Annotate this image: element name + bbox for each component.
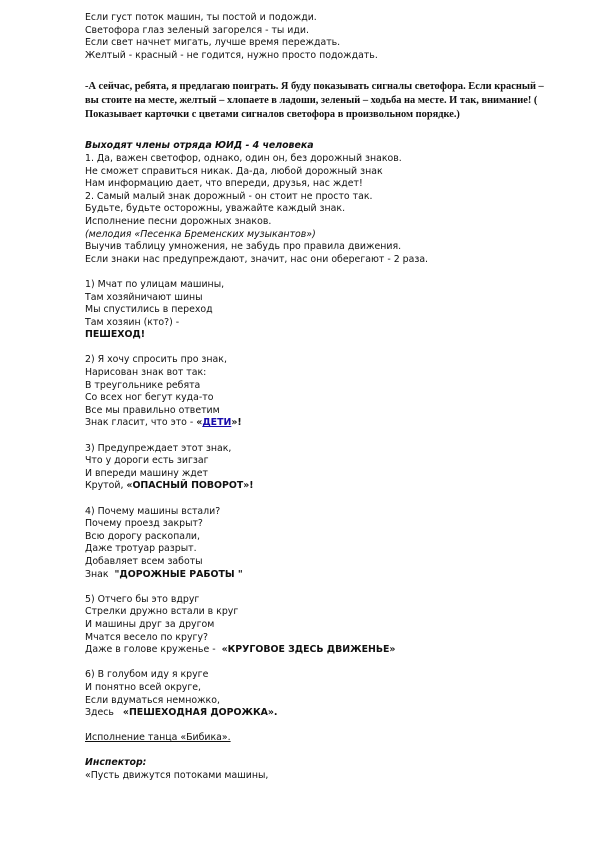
- intro-poem: [85, 12, 555, 62]
- text-line: «Пусть движутся потоками машины,: [85, 770, 269, 782]
- text-line: [85, 417, 555, 430]
- text-line: И впереди машину ждет: [85, 467, 208, 479]
- riddle-4: [85, 506, 555, 582]
- text-line: Мы спустились в переход: [85, 304, 213, 316]
- riddle-1: [85, 279, 555, 342]
- line-prefix: Знак гласит, что это -: [85, 417, 197, 429]
- text-line: И машины друг за другом: [85, 618, 215, 630]
- document-page: [85, 12, 555, 783]
- text-line: [85, 480, 555, 493]
- text-line: Добавляет всем заботы: [85, 555, 203, 567]
- text-line: 6) В голубом иду я круге: [85, 669, 209, 681]
- line-prefix: Крутой,: [85, 480, 127, 492]
- answer-link-deti[interactable]: ДЕТИ: [202, 417, 232, 429]
- text-line: Светофора глаз зеленый загорелся - ты иди.: [85, 24, 309, 36]
- text-line: 3) Предупреждает этот знак,: [85, 442, 232, 454]
- speaker-heading: Инспектор:: [85, 757, 147, 769]
- text-line: Если свет начнет мигать, лучше время переждать.: [85, 37, 341, 49]
- text-line: [85, 569, 555, 582]
- riddle-6: [85, 669, 555, 719]
- text-line: Желтый - красный - не годится, нужно просто подождать.: [85, 49, 378, 61]
- text-line: 2) Я хочу спросить про знак,: [85, 354, 227, 366]
- riddle-answer: "ДОРОЖНЫЕ РАБОТЫ ": [114, 568, 243, 580]
- text-line: Мчатся весело по кругу?: [85, 631, 208, 643]
- line-prefix: Знак: [85, 568, 115, 580]
- quote-close: »!: [231, 417, 242, 429]
- text-line: Будьте, будьте осторожны, уважайте каждый знак.: [85, 203, 346, 215]
- section-heading: Выходят члены отряда ЮИД - 4 человека: [85, 140, 314, 152]
- text-line: Всю дорогу раскопали,: [85, 530, 201, 542]
- game-instructions: -А сейчас, ребята, я предлагаю поиграть. Я буду показывать сигналы светофора. Если красный – вы стоите на месте, желтый – хлопаете в ладоши, зеленый – ходьба на месте. И так, внимание! ( Показывает карточки с цветами сигналов светофора в произвольном порядке.): [85, 81, 544, 121]
- yuid-section: [85, 140, 555, 266]
- text-line: Выучив таблицу умножения, не забудь про правила движения.: [85, 241, 402, 253]
- text-line: Там хозяйничают шины: [85, 291, 203, 303]
- text-line: 1) Мчат по улицам машины,: [85, 278, 225, 290]
- inspector-section: [85, 757, 555, 782]
- text-line: 1. Да, важен светофор, однако, один он, без дорожный знаков.: [85, 152, 402, 164]
- text-line: 5) Отчего бы это вдруг: [85, 593, 200, 605]
- text-line: И понятно всей округе,: [85, 681, 202, 693]
- text-line: 2. Самый малый знак дорожный - он стоит не просто так.: [85, 190, 373, 202]
- riddle-5: [85, 594, 555, 657]
- text-line: Там хозяин (кто?) -: [85, 316, 180, 328]
- dance-note: Исполнение танца «Бибика».: [85, 732, 231, 744]
- text-line: Все мы правильно ответим: [85, 404, 220, 416]
- melody-note: (мелодия «Песенка Бременских музыкантов»): [85, 228, 316, 240]
- text-line: Не сможет справиться никак. Да-да, любой дорожный знак: [85, 165, 383, 177]
- text-line: 4) Почему машины встали?: [85, 505, 221, 517]
- riddle-answer: «ПЕШЕХОДНАЯ ДОРОЖКА».: [122, 707, 278, 719]
- line-prefix: Здесь: [85, 707, 123, 719]
- text-line: Нарисован знак вот так:: [85, 367, 207, 379]
- text-line: Исполнение песни дорожных знаков.: [85, 215, 272, 227]
- line-prefix: Даже в голове круженье -: [85, 644, 222, 656]
- riddle-answer: ПЕШЕХОД!: [85, 329, 146, 341]
- text-line: Если вдуматься немножко,: [85, 694, 220, 706]
- text-line: Что у дороги есть зигзаг: [85, 455, 209, 467]
- text-line: Если густ поток машин, ты постой и подожди.: [85, 12, 317, 23]
- text-line: Даже тротуар разрыт.: [85, 543, 197, 555]
- riddle-answer: «КРУГОВОЕ ЗДЕСЬ ДВИЖЕНЬЕ»: [221, 644, 396, 656]
- riddle-answer: «ОПАСНЫЙ ПОВОРОТ»!: [126, 480, 254, 492]
- text-line: Почему проезд закрыт?: [85, 518, 203, 530]
- text-line: [85, 707, 555, 720]
- text-line: Со всех ног бегут куда-то: [85, 392, 214, 404]
- riddle-3: [85, 443, 555, 493]
- text-line: Нам информацию дает, что впереди, друзья, нас ждет!: [85, 178, 363, 190]
- text-line: Стрелки дружно встали в круг: [85, 606, 239, 618]
- text-line: В треугольнике ребята: [85, 379, 201, 391]
- text-line: Если знаки нас предупреждают, значит, нас они оберегают - 2 раза.: [85, 253, 429, 265]
- text-line: [85, 644, 555, 657]
- quote-open: «: [196, 417, 203, 429]
- riddle-2: [85, 354, 555, 430]
